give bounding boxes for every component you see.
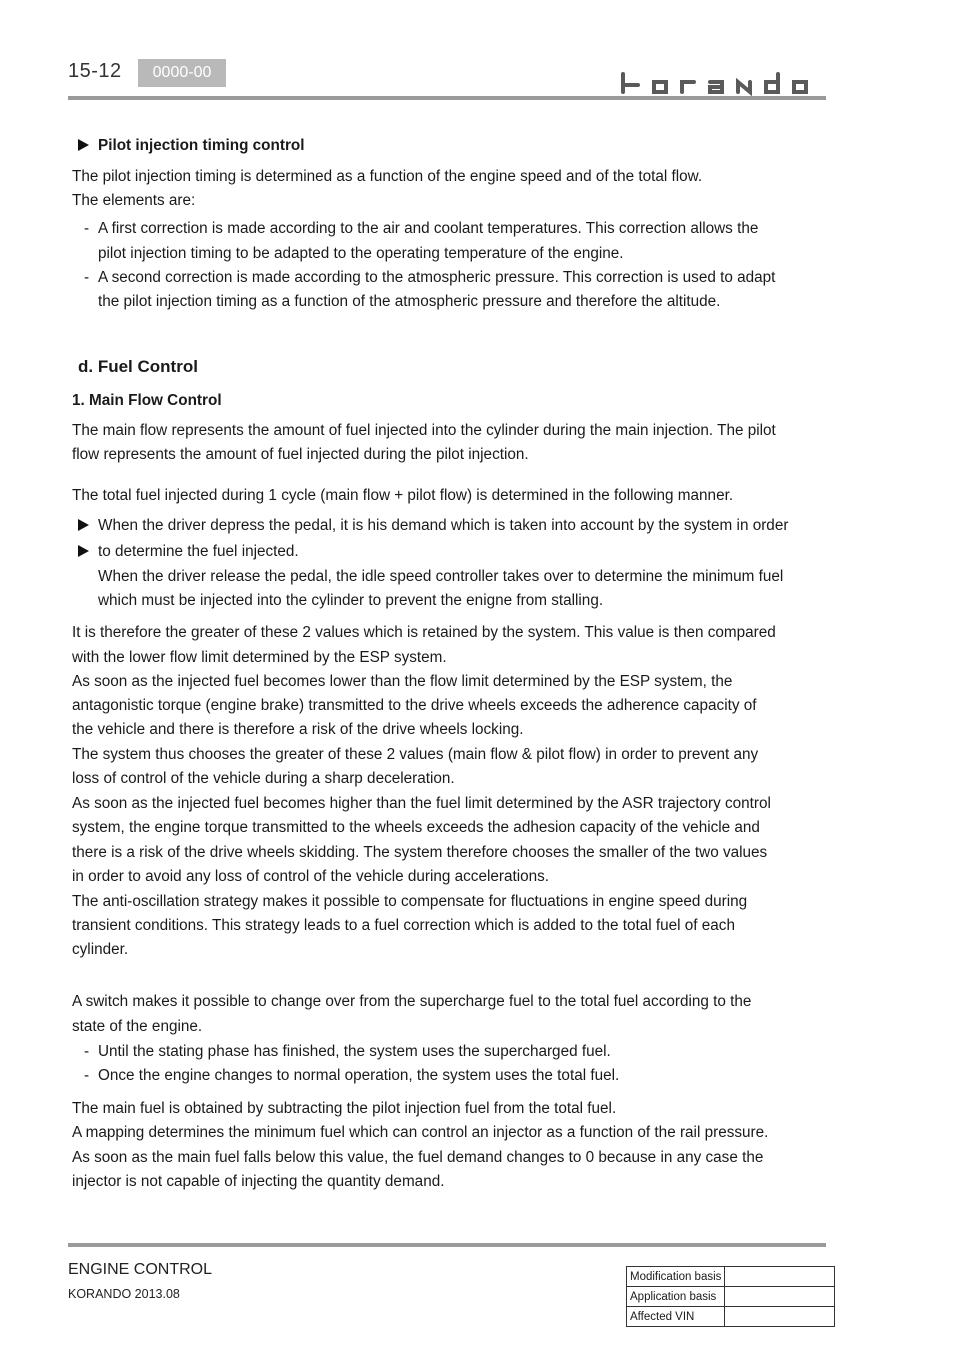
paragraph-line: The system thus chooses the greater of these 2 values (main flow & pilot flow) in order to prevent any xyxy=(72,746,759,763)
modification-table xyxy=(626,1266,835,1327)
dash-bullet: - xyxy=(84,1067,90,1084)
paragraph-line: The anti-oscillation strategy makes it possible to compensate for fluctuations in engine speed during xyxy=(72,893,748,910)
dash-bullet: - xyxy=(84,269,90,286)
header-rule xyxy=(68,96,826,100)
paragraph-line: system, the engine torque transmitted to the wheels exceeds the adhesion capacity of the vehicle and xyxy=(72,819,760,836)
paragraph-line: cylinder. xyxy=(72,941,129,958)
list-item-line: A first correction is made according to the air and coolant temperatures. This correction allows the xyxy=(98,220,759,237)
paragraph-line: It is therefore the greater of these 2 values which is retained by the system. This value is then compared xyxy=(72,624,776,641)
list-item-line: Once the engine changes to normal operation, the system uses the total fuel. xyxy=(98,1067,620,1084)
paragraph-line: The pilot injection timing is determined as a function of the engine speed and of the total flow. xyxy=(72,168,703,185)
footer-title: ENGINE CONTROL xyxy=(68,1261,213,1278)
table-cell-value xyxy=(725,1267,835,1287)
table-cell-value xyxy=(725,1307,835,1327)
paragraph-line: The total fuel injected during 1 cycle (main flow + pilot flow) is determined in the following manner. xyxy=(72,487,734,504)
korando-logo-graphic xyxy=(620,72,828,96)
list-item-line: Until the stating phase has finished, the system uses the supercharged fuel. xyxy=(98,1043,611,1060)
paragraph-line: in order to avoid any loss of control of the vehicle during accelerations. xyxy=(72,868,550,885)
paragraph-line: injector is not capable of injecting the quantity demand. xyxy=(72,1173,445,1190)
paragraph-line: The main fuel is obtained by subtracting the pilot injection fuel from the total fuel. xyxy=(72,1100,617,1117)
paragraph-line: state of the engine. xyxy=(72,1018,203,1035)
paragraph-line: the vehicle and there is therefore a risk of the drive wheels locking. xyxy=(72,721,524,738)
list-item-line: the pilot injection timing as a function of the atmospheric pressure and therefore the altitude. xyxy=(98,293,721,310)
paragraph-line: As soon as the injected fuel becomes lower than the flow limit determined by the ESP system, the xyxy=(72,673,733,690)
list-item-line: pilot injection timing to be adapted to the operating temperature of the engine. xyxy=(98,245,624,262)
bullet-line: When the driver release the pedal, the idle speed controller takes over to determine the minimum fuel xyxy=(98,568,784,585)
paragraph-line: with the lower flow limit determined by the ESP system. xyxy=(72,649,447,666)
paragraph-line: loss of control of the vehicle during a sharp deceleration. xyxy=(72,770,455,787)
subheading-main-flow-control: 1. Main Flow Control xyxy=(72,392,222,409)
footer-rule xyxy=(68,1243,826,1247)
section-code-badge: 0000-00 xyxy=(138,59,226,87)
page-number: 15-12 xyxy=(68,60,122,82)
table-cell-label: Affected VIN xyxy=(627,1307,725,1327)
paragraph-line: flow represents the amount of fuel injected during the pilot injection. xyxy=(72,446,529,463)
bullet-line: to determine the fuel injected. xyxy=(98,543,299,560)
section-heading-pilot: Pilot injection timing control xyxy=(98,137,305,154)
paragraph-line: As soon as the main fuel falls below this value, the fuel demand changes to 0 because in any case the xyxy=(72,1149,764,1166)
table-cell-label: Modification basis xyxy=(627,1267,725,1287)
paragraph-line: As soon as the injected fuel becomes higher than the fuel limit determined by the ASR trajectory control xyxy=(72,795,771,812)
list-item-line: A second correction is made according to the atmospheric pressure. This correction is used to adapt xyxy=(98,269,776,286)
paragraph-line: A switch makes it possible to change over from the supercharge fuel to the total fuel according to the xyxy=(72,993,752,1010)
table-cell-value xyxy=(725,1287,835,1307)
table-row xyxy=(627,1287,835,1307)
footer-model: KORANDO 2013.08 xyxy=(68,1287,180,1301)
section-heading-fuel-control: d. Fuel Control xyxy=(78,357,198,376)
paragraph-line: A mapping determines the minimum fuel which can control an injector as a function of the rail pressure. xyxy=(72,1124,769,1141)
dash-bullet: - xyxy=(84,1043,90,1060)
table-cell-label: Application basis xyxy=(627,1287,725,1307)
paragraph-line: The main flow represents the amount of fuel injected into the cylinder during the main injection. The pilot xyxy=(72,422,776,439)
dash-bullet: - xyxy=(84,220,90,237)
table-row xyxy=(627,1307,835,1327)
bullet-line: When the driver depress the pedal, it is his demand which is taken into account by the system in order xyxy=(98,517,789,534)
table-row xyxy=(627,1267,835,1287)
triangle-bullet-icon xyxy=(78,139,89,151)
paragraph-line: transient conditions. This strategy leads to a fuel correction which is added to the total fuel of each xyxy=(72,917,735,934)
paragraph-line: The elements are: xyxy=(72,192,196,209)
paragraph-line: there is a risk of the drive wheels skidding. The system therefore chooses the smaller of the two values xyxy=(72,844,768,861)
triangle-bullet-icon xyxy=(78,545,89,557)
paragraph-line: antagonistic torque (engine brake) transmitted to the drive wheels exceeds the adherence capacity of xyxy=(72,697,757,714)
triangle-bullet-icon xyxy=(78,519,89,531)
bullet-line: which must be injected into the cylinder to prevent the enigne from stalling. xyxy=(98,592,604,609)
